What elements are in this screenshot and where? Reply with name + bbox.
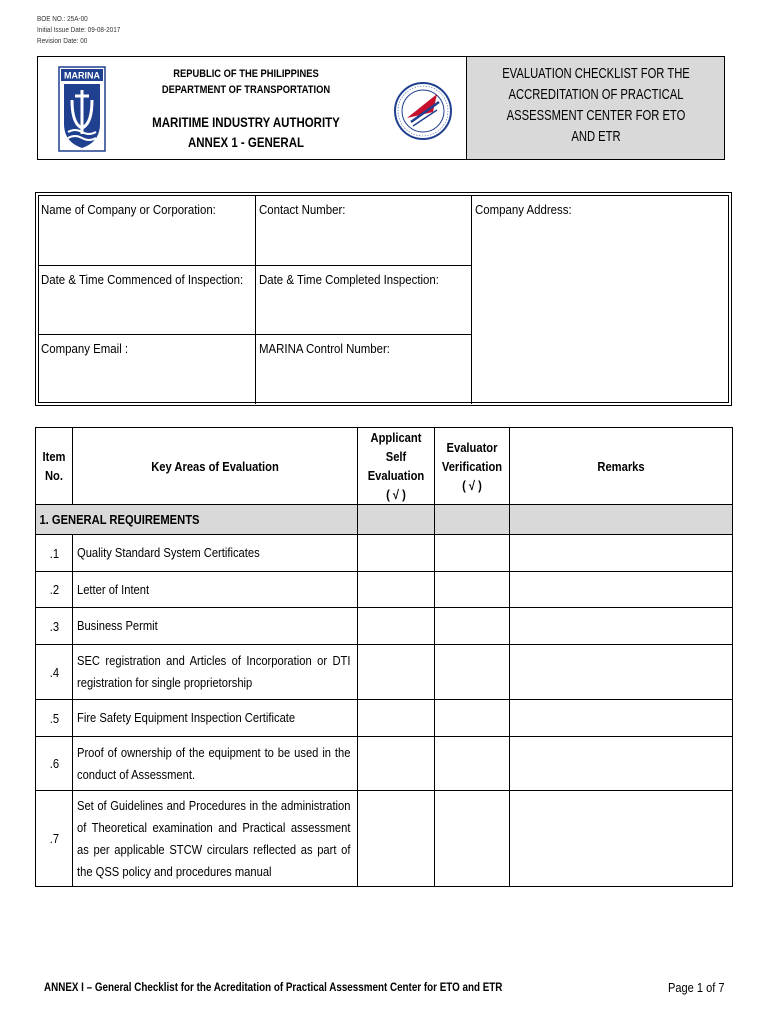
divider: [39, 265, 471, 266]
company-info-inner: [38, 195, 729, 403]
item-description: Set of Guidelines and Procedures in the administration of Theoretical examination and Practical assessment as per applicable STCW circulars reflected as part of the QSS policy and procedures manual: [73, 791, 358, 887]
remarks-cell[interactable]: [510, 535, 733, 572]
table-row: [36, 645, 733, 700]
applicant-check-cell[interactable]: [358, 791, 435, 887]
authority-heading: [147, 113, 344, 153]
remarks-cell[interactable]: [510, 737, 733, 791]
section-evaluator-cell: [435, 505, 510, 535]
revision-date: Revision Date: 00: [37, 36, 88, 45]
date-completed-field[interactable]: Date & Time Completed Inspection:: [259, 272, 439, 287]
remarks-cell[interactable]: [510, 608, 733, 645]
item-number: .2: [36, 572, 73, 608]
company-info-table: [35, 192, 732, 406]
applicant-check-cell[interactable]: [358, 572, 435, 608]
document-control-info: [37, 13, 120, 46]
applicant-self-evaluation-header: Applicant Self Evaluation ( √ ): [358, 428, 435, 505]
item-description: Proof of ownership of the equipment to be used in the conduct of Assessment.: [73, 737, 358, 791]
department-line: DEPARTMENT OF TRANSPORTATION: [161, 84, 331, 96]
evaluator-check-cell[interactable]: [435, 572, 510, 608]
item-number: .6: [36, 737, 73, 791]
item-description: Letter of Intent: [73, 572, 358, 608]
divider: [255, 196, 256, 404]
evaluator-check-cell[interactable]: [435, 700, 510, 737]
dotr-seal-logo: [393, 66, 453, 156]
divider: [39, 334, 471, 335]
section-row: [36, 505, 733, 535]
table-row: [36, 608, 733, 645]
header-title-box: [467, 56, 725, 160]
evaluator-check-cell[interactable]: [435, 791, 510, 887]
annex-line: ANNEX 1 - GENERAL: [187, 135, 305, 150]
evaluator-verification-header: Evaluator Verification ( √ ): [435, 428, 510, 505]
item-number: .1: [36, 535, 73, 572]
item-no-header: Item No.: [36, 428, 73, 505]
item-description: Business Permit: [73, 608, 358, 645]
marina-logo: [58, 66, 106, 152]
authority-line: MARITIME INDUSTRY AUTHORITY: [152, 115, 340, 130]
evaluator-check-cell[interactable]: [435, 737, 510, 791]
item-number: .3: [36, 608, 73, 645]
applicant-check-cell[interactable]: [358, 700, 435, 737]
table-row: [36, 700, 733, 737]
boe-number: BOE NO.: 25A-00: [37, 14, 88, 23]
page-number: Page 1 of 7: [668, 980, 725, 995]
key-areas-header: Key Areas of Evaluation: [73, 428, 358, 505]
table-row: [36, 791, 733, 887]
remarks-cell[interactable]: [510, 645, 733, 700]
applicant-check-cell[interactable]: [358, 645, 435, 700]
item-description: SEC registration and Articles of Incorporation or DTI registration for single proprietorship: [73, 645, 358, 700]
section-title: 1. GENERAL REQUIREMENTS: [39, 512, 200, 527]
table-row: [36, 572, 733, 608]
footer-annex-title: ANNEX I – General Checklist for the Acreditation of Practical Assessment Center for ETO and ETR: [44, 980, 503, 994]
contact-number-field[interactable]: Contact Number:: [259, 202, 346, 217]
remarks-cell[interactable]: [510, 700, 733, 737]
remarks-header: Remarks: [510, 428, 733, 505]
company-address-field[interactable]: Company Address:: [475, 202, 572, 217]
marina-logo-text: MARINA: [64, 70, 100, 81]
table-header-row: [36, 428, 733, 505]
item-number: .7: [36, 791, 73, 887]
remarks-cell[interactable]: [510, 791, 733, 887]
evaluation-checklist-table: [35, 427, 733, 887]
applicant-check-cell[interactable]: [358, 608, 435, 645]
item-description: Fire Safety Equipment Inspection Certificate: [73, 700, 358, 737]
republic-heading: [147, 66, 344, 98]
remarks-cell[interactable]: [510, 572, 733, 608]
section-title-cell: [36, 505, 358, 535]
section-applicant-cell: [358, 505, 435, 535]
document-title: EVALUATION CHECKLIST FOR THE ACCREDITATION OF PRACTICAL ASSESSMENT CENTER FOR ETO AND ETR: [501, 66, 690, 145]
evaluator-check-cell[interactable]: [435, 645, 510, 700]
company-email-field[interactable]: Company Email :: [41, 341, 129, 356]
applicant-check-cell[interactable]: [358, 737, 435, 791]
republic-line: REPUBLIC OF THE PHILIPPINES: [173, 68, 319, 80]
initial-issue-date: Initial Issue Date: 09-08-2017: [37, 25, 121, 34]
marina-control-number-field[interactable]: MARINA Control Number:: [259, 341, 390, 356]
item-number: .5: [36, 700, 73, 737]
section-remarks-cell: [510, 505, 733, 535]
item-number: .4: [36, 645, 73, 700]
company-name-field[interactable]: Name of Company or Corporation:: [41, 202, 216, 217]
evaluator-check-cell[interactable]: [435, 535, 510, 572]
table-row: [36, 737, 733, 791]
date-commenced-field[interactable]: Date & Time Commenced of Inspection:: [41, 272, 244, 287]
applicant-check-cell[interactable]: [358, 535, 435, 572]
table-row: [36, 535, 733, 572]
evaluator-check-cell[interactable]: [435, 608, 510, 645]
divider: [471, 196, 472, 404]
item-description: Quality Standard System Certificates: [73, 535, 358, 572]
